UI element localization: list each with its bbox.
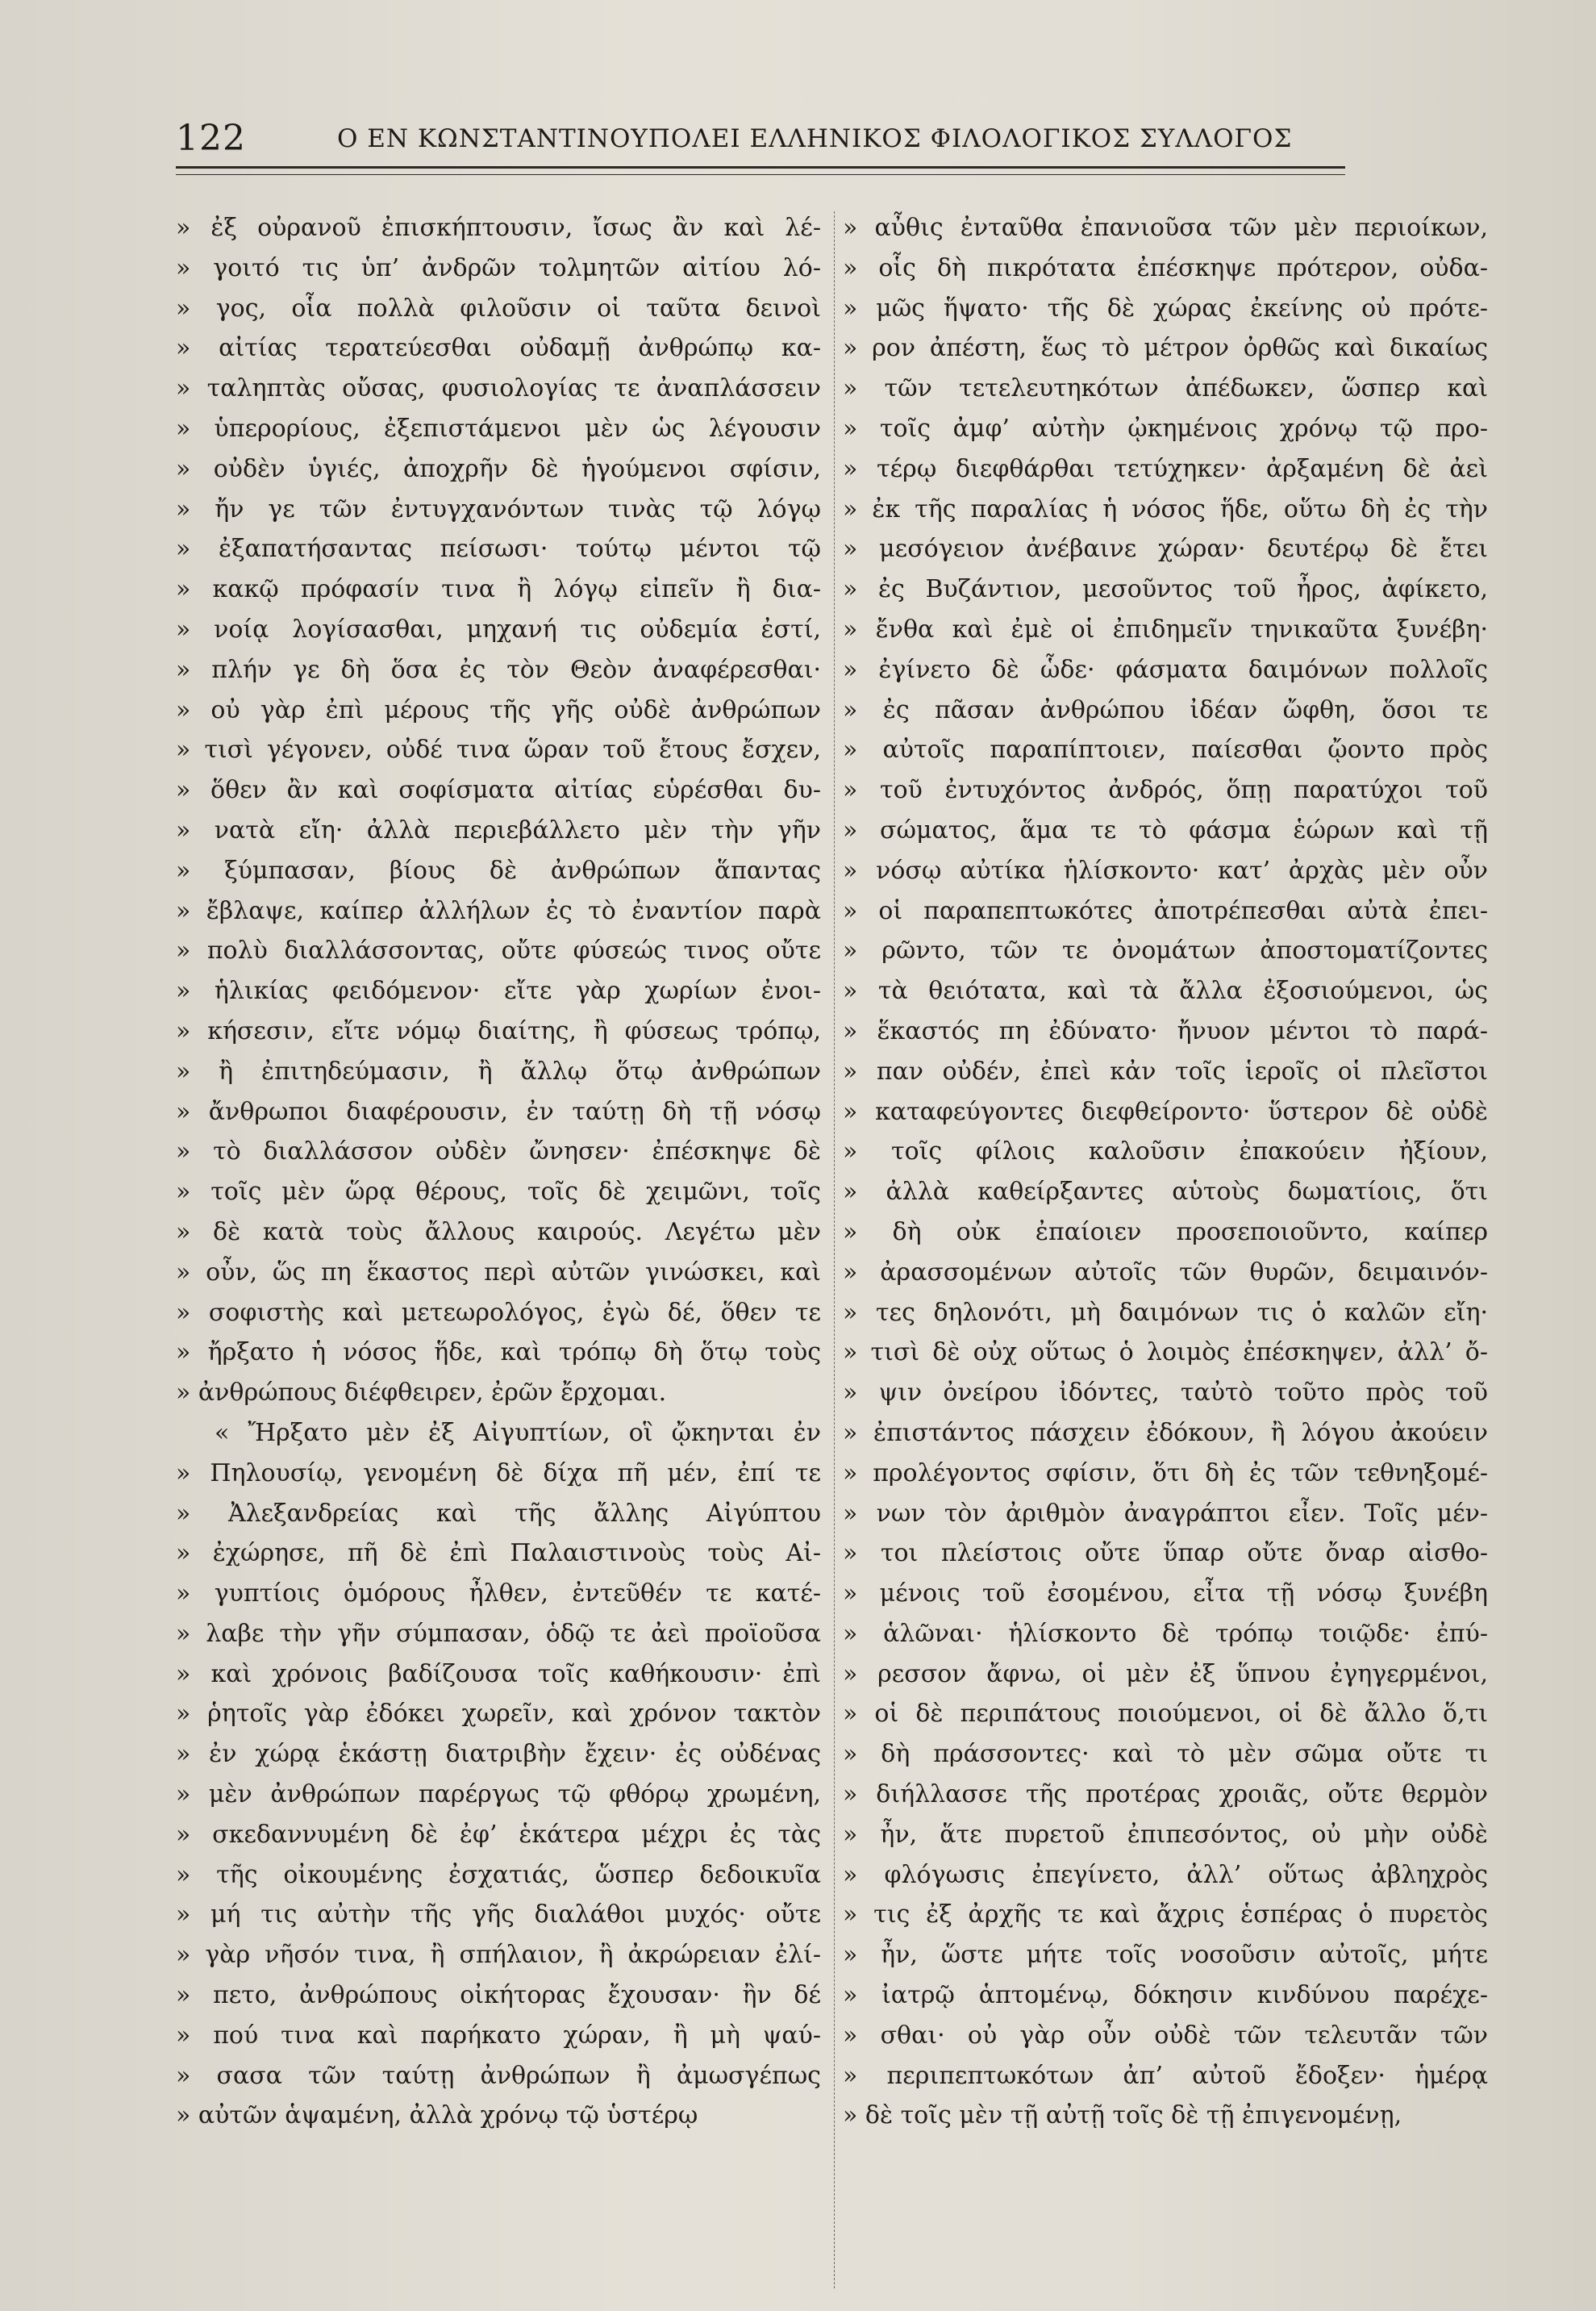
text-line: » οἱ παραπεπτωκότες ἀποτρέπεσθαι αὐτὰ ἐπει- bbox=[843, 896, 1488, 925]
text-line: » Πηλουσίῳ, γενομένη δὲ δίχα πῆ μέν, ἐπί τε bbox=[176, 1458, 821, 1487]
text-line: » γὰρ νῆσόν τινα, ἢ σπήλαιον, ἢ ἀκρώρειαν ἐλί- bbox=[176, 1941, 821, 1970]
text-line: » φλόγωσις ἐπεγίνετο, ἀλλ’ οὕτως ἀβληχρὸς bbox=[843, 1860, 1488, 1889]
text-line: » ἐχώρησε, πῆ δὲ ἐπὶ Παλαιστινοὺς τοὺς Αἰ- bbox=[176, 1539, 821, 1568]
text-line: » νοίᾳ λογίσασθαι, μηχανή τις οὐδεμία ἐστί, bbox=[176, 615, 821, 644]
column-divider bbox=[834, 211, 835, 2288]
text-line: » σθαι· οὐ γὰρ οὖν οὐδὲ τῶν τελευτᾶν τῶν bbox=[843, 2021, 1488, 2050]
text-line: » οὐ γὰρ ἐπὶ μέρους τῆς γῆς οὐδὲ ἀνθρώπων bbox=[176, 695, 821, 724]
text-line: » ἁλῶναι· ἡλίσκοντο δὲ τρόπῳ τοιῷδε· ἐπύ- bbox=[843, 1619, 1488, 1648]
text-line: » μῶς ἥψατο· τῆς δὲ χώρας ἐκείνης οὐ πρότε- bbox=[843, 294, 1488, 323]
text-line: « Ἤρξατο μὲν ἐξ Αἰγυπτίων, οἳ ᾤκηνται ἐν bbox=[215, 1418, 821, 1447]
left-text-column bbox=[176, 208, 821, 2136]
text-line: » πού τινα καὶ παρήκατο χώραν, ἢ μὴ ψαύ- bbox=[176, 2021, 821, 2050]
text-line: » περιπεπτωκότων ἀπ’ αὐτοῦ ἔδοξεν· ἡμέρᾳ bbox=[843, 2061, 1488, 2090]
text-line: » Ἀλεξανδρείας καὶ τῆς ἄλλης Αἰγύπτου bbox=[176, 1499, 821, 1528]
text-line: » ἕκαστός πη ἐδύνατο· ἤνυον μέντοι τὸ παρά- bbox=[843, 1016, 1488, 1045]
text-line: » τοῖς ἀμφ’ αὐτὴν ᾠκημένοις χρόνῳ τῷ προ- bbox=[843, 414, 1488, 443]
text-line: » ἦν, ὥστε μήτε τοῖς νοσοῦσιν αὐτοῖς, μήτε bbox=[843, 1941, 1488, 1970]
text-line: » καὶ χρόνοις βαδίζουσα τοῖς καθήκουσιν· ἐπὶ bbox=[176, 1659, 821, 1688]
text-line: » οὖν, ὥς πη ἕκαστος περὶ αὐτῶν γινώσκει, καὶ bbox=[176, 1258, 821, 1287]
text-line: » ἀνθρώπους διέφθειρεν, ἐρῶν ἔρχομαι. bbox=[176, 1379, 667, 1408]
text-line: » ξύμπασαν, βίους δὲ ἀνθρώπων ἅπαντας bbox=[176, 856, 821, 885]
right-text-column bbox=[843, 208, 1488, 2136]
text-line: » προλέγοντος σφίσιν, ὅτι δὴ ἐς τῶν τεθνηξομέ- bbox=[843, 1458, 1488, 1487]
text-line: » τοῖς μὲν ὥρᾳ θέρους, τοῖς δὲ χειμῶνι, τοῖς bbox=[176, 1178, 821, 1207]
text-line: » πετο, ἀνθρώπους οἰκήτορας ἔχουσαν· ἢν δέ bbox=[176, 1981, 821, 2010]
text-line: » μένοις τοῦ ἐσομένου, εἶτα τῇ νόσῳ ξυνέβη bbox=[843, 1579, 1488, 1608]
text-line: » κήσεσιν, εἴτε νόμῳ διαίτης, ἢ φύσεως τρόπῳ, bbox=[176, 1016, 821, 1045]
text-line: » οὐδὲν ὑγιές, ἀποχρῆν δὲ ἡγούμενοι σφίσιν, bbox=[176, 454, 821, 483]
text-line: » ἀλλὰ καθείρξαντες αὑτοὺς δωματίοις, ὅτι bbox=[843, 1178, 1488, 1207]
text-line: » ῥητοῖς γὰρ ἐδόκει χωρεῖν, καὶ χρόνον τακτὸν bbox=[176, 1700, 821, 1729]
text-line: » ἢ ἐπιτηδεύμασιν, ἢ ἄλλῳ ὅτῳ ἀνθρώπων bbox=[176, 1057, 821, 1086]
text-line: » παν οὐδέν, ἐπεὶ κἀν τοῖς ἱεροῖς οἱ πλεῖστοι bbox=[843, 1057, 1488, 1086]
text-line: » γος, οἷα πολλὰ φιλοῦσιν οἱ ταῦτα δεινοὶ bbox=[176, 294, 821, 323]
text-line: » τοῦ ἐντυχόντος ἀνδρός, ὅπῃ παρατύχοι τοῦ bbox=[843, 776, 1488, 805]
text-line: » τοῖς φίλοις καλοῦσιν ἐπακούειν ἠξίουν, bbox=[843, 1137, 1488, 1166]
text-line: » νόσῳ αὐτίκα ἡλίσκοντο· κατ’ ἀρχὰς μὲν οὖν bbox=[843, 856, 1488, 885]
text-line: » μὲν ἀνθρώπων παρέργως τῷ φθόρῳ χρωμένη, bbox=[176, 1780, 821, 1809]
text-line: » αὐτοῖς παραπίπτοιεν, παίεσθαι ᾤοντο πρὸς bbox=[843, 736, 1488, 765]
text-line: » ἐκ τῆς παραλίας ἡ νόσος ἥδε, οὕτω δὴ ἐς τὴν bbox=[843, 494, 1488, 524]
text-line: » ἰατρῷ ἁπτομένῳ, δόκησιν κινδύνου παρέχε- bbox=[843, 1981, 1488, 2010]
text-line: » νων τὸν ἀριθμὸν ἀναγράπτοι εἶεν. Τοῖς μέν- bbox=[843, 1499, 1488, 1528]
text-line: » ἐγίνετο δὲ ὧδε· φάσματα δαιμόνων πολλοῖς bbox=[843, 655, 1488, 684]
text-line: » τῶν τετελευτηκότων ἀπέδωκεν, ὥσπερ καὶ bbox=[843, 374, 1488, 403]
text-line: » δὲ τοῖς μὲν τῇ αὐτῇ τοῖς δὲ τῇ ἐπιγενομένῃ, bbox=[843, 2101, 1402, 2130]
text-line: » τισὶ γέγονεν, οὐδέ τινα ὥραν τοῦ ἔτους ἔσχεν, bbox=[176, 736, 821, 765]
text-line: » ρεσσον ἄφνω, οἱ μὲν ἐξ ὕπνου ἐγηγερμένοι, bbox=[843, 1659, 1488, 1688]
text-line: » μή τις αὐτὴν τῆς γῆς διαλάθοι μυχός· οὔτε bbox=[176, 1900, 821, 1929]
text-line: » οἱ δὲ περιπάτους ποιούμενοι, οἱ δὲ ἄλλο ὅ,τι bbox=[843, 1700, 1488, 1729]
text-line: » δὴ οὐκ ἐπαίοιεν προσεποιοῦντο, καίπερ bbox=[843, 1217, 1488, 1246]
text-line: » ἐς πᾶσαν ἀνθρώπου ἰδέαν ὤφθη, ὅσοι τε bbox=[843, 695, 1488, 724]
text-line: » ἐς Βυζάντιον, μεσοῦντος τοῦ ἦρος, ἀφίκετο, bbox=[843, 575, 1488, 604]
text-line: » ἦν, ἅτε πυρετοῦ ἐπιπεσόντος, οὐ μὴν οὐδὲ bbox=[843, 1820, 1488, 1849]
text-line: » τὸ διαλλάσσον οὐδὲν ὤνησεν· ἐπέσκηψε δὲ bbox=[176, 1137, 821, 1166]
text-line: » αὐτῶν ἁψαμένη, ἀλλὰ χρόνῳ τῷ ὑστέρῳ bbox=[176, 2101, 698, 2130]
text-line: » ἔβλαψε, καίπερ ἀλλήλων ἐς τὸ ἐναντίον παρὰ bbox=[176, 896, 821, 925]
text-line: » τοι πλείστοις οὔτε ὕπαρ οὔτε ὄναρ αἰσθο- bbox=[843, 1539, 1488, 1568]
header-rule-thick bbox=[176, 166, 1345, 169]
running-head: Ο ΕΝ ΚΩΝΣΤΑΝΤΙΝΟΥΠΟΛΕΙ ΕΛΛΗΝΙΚΟΣ ΦΙΛΟΛΟΓΙΚΟΣ ΣΥΛΛΟΓΟΣ bbox=[337, 124, 1293, 153]
text-line: » γοιτό τις ὑπ’ ἀνδρῶν τολμητῶν αἰτίου λό- bbox=[176, 253, 821, 282]
text-line: » ἔνθα καὶ ἐμὲ οἱ ἐπιδημεῖν τηνικαῦτα ξυνέβη· bbox=[843, 615, 1488, 644]
text-line: » πολὺ διαλλάσσοντας, οὔτε φύσεώς τινος οὔτε bbox=[176, 936, 821, 966]
text-line: » πλήν γε δὴ ὅσα ἐς τὸν Θεὸν ἀναφέρεσθαι· bbox=[176, 655, 821, 684]
text-line: » κακῷ πρόφασίν τινα ἢ λόγῳ εἰπεῖν ἢ δια- bbox=[176, 575, 821, 604]
text-line: » ἀρασσομένων αὐτοῖς τῶν θυρῶν, δειμαινόν- bbox=[843, 1258, 1488, 1287]
text-line: » ἄνθρωποι διαφέρουσιν, ἐν ταύτῃ δὴ τῇ νόσῳ bbox=[176, 1097, 821, 1126]
text-line: » ρῶντο, τῶν τε ὀνομάτων ἀποστοματίζοντες bbox=[843, 936, 1488, 966]
text-line: » σκεδαννυμένη δὲ ἐφ’ ἑκάτερα μέχρι ἐς τὰς bbox=[176, 1820, 821, 1849]
text-line: » ἐπιστάντος πάσχειν ἐδόκουν, ἢ λόγου ἀκούειν bbox=[843, 1418, 1488, 1447]
page-number: 122 bbox=[176, 118, 246, 159]
text-line: » λαβε τὴν γῆν σύμπασαν, ὁδῷ τε ἀεὶ προϊοῦσα bbox=[176, 1619, 821, 1648]
text-line: » τῆς οἰκουμένης ἐσχατιάς, ὥσπερ δεδοικυῖα bbox=[176, 1860, 821, 1889]
text-line: » ὅθεν ἂν καὶ σοφίσματα αἰτίας εὑρέσθαι δυ- bbox=[176, 776, 821, 805]
text-line: » γυπτίοις ὁμόρους ἦλθεν, ἐντεῦθέν τε κατέ- bbox=[176, 1579, 821, 1608]
text-line: » τέρῳ διεφθάρθαι τετύχηκεν· ἀρξαμένη δὲ ἀεὶ bbox=[843, 454, 1488, 483]
text-line: » τὰ θειότατα, καὶ τὰ ἄλλα ἐξοσιούμενοι, ὡς bbox=[843, 977, 1488, 1006]
text-line: » ἤν γε τῶν ἐντυγχανόντων τινὰς τῷ λόγῳ bbox=[176, 494, 821, 524]
text-line: » ταληπτὰς οὔσας, φυσιολογίας τε ἀναπλάσσειν bbox=[176, 374, 821, 403]
text-line: » νατὰ εἴη· ἀλλὰ περιεβάλλετο μὲν τὴν γῆν bbox=[176, 816, 821, 845]
text-line: » σασα τῶν ταύτῃ ἀνθρώπων ἢ ἀμωσγέπως bbox=[176, 2061, 821, 2090]
text-line: » τις ἐξ ἀρχῆς τε καὶ ἄχρις ἑσπέρας ὁ πυρετὸς bbox=[843, 1900, 1488, 1929]
text-line: » ρον ἀπέστη, ἕως τὸ μέτρον ὀρθῶς καὶ δικαίως bbox=[843, 334, 1488, 363]
text-line: » σοφιστὴς καὶ μετεωρολόγος, ἐγὼ δέ, ὅθεν τε bbox=[176, 1298, 821, 1327]
header-rule-thin bbox=[176, 174, 1345, 175]
text-line: » ἤρξατο ἡ νόσος ἥδε, καὶ τρόπῳ δὴ ὅτῳ τοὺς bbox=[176, 1338, 821, 1367]
text-line: » ἐξ οὐρανοῦ ἐπισκήπτουσιν, ἴσως ἂν καὶ λέ- bbox=[176, 214, 821, 242]
text-line: » ἡλικίας φειδόμενον· εἴτε γὰρ χωρίων ἐνοι- bbox=[176, 977, 821, 1006]
text-line: » οἷς δὴ πικρότατα ἐπέσκηψε πρότερον, οὐδα- bbox=[843, 253, 1488, 282]
text-line: » καταφεύγοντες διεφθείροντο· ὕστερον δὲ οὐδὲ bbox=[843, 1097, 1488, 1126]
text-line: » δὲ κατὰ τοὺς ἄλλους καιρούς. Λεγέτω μὲν bbox=[176, 1217, 821, 1246]
text-line: » ψιν ὀνείρου ἰδόντες, ταὐτὸ τοῦτο πρὸς τοῦ bbox=[843, 1379, 1488, 1408]
text-line: » μεσόγειον ἀνέβαινε χώραν· δευτέρῳ δὲ ἔτει bbox=[843, 535, 1488, 564]
text-line: » ὑπερορίους, ἐξεπιστάμενοι μὲν ὡς λέγουσιν bbox=[176, 414, 821, 443]
text-line: » τισὶ δὲ οὐχ οὕτως ὁ λοιμὸς ἐπέσκηψεν, ἀλλ’ ὄ- bbox=[843, 1338, 1488, 1367]
text-line: » δὴ πράσσοντες· καὶ τὸ μὲν σῶμα οὔτε τι bbox=[843, 1740, 1488, 1769]
text-line: » αὖθις ἐνταῦθα ἐπανιοῦσα τῶν μὲν περιοίκων, bbox=[843, 214, 1488, 242]
text-line: » αἰτίας τερατεύεσθαι οὐδαμῇ ἀνθρώπῳ κα- bbox=[176, 334, 821, 363]
text-line: » ἐξαπατήσαντας πείσωσι· τούτῳ μέντοι τῷ bbox=[176, 535, 821, 564]
page-header bbox=[176, 111, 1329, 160]
text-line: » σώματος, ἅμα τε τὸ φάσμα ἑώρων καὶ τῇ bbox=[843, 816, 1488, 845]
text-line: » διήλλασσε τῆς προτέρας χροιᾶς, οὔτε θερμὸν bbox=[843, 1780, 1488, 1809]
text-line: » τες δηλονότι, μὴ δαιμόνων τις ὁ καλῶν εἴη· bbox=[843, 1298, 1488, 1327]
text-line: » ἐν χώρᾳ ἑκάστῃ διατριβὴν ἔχειν· ἐς οὐδένας bbox=[176, 1740, 821, 1769]
